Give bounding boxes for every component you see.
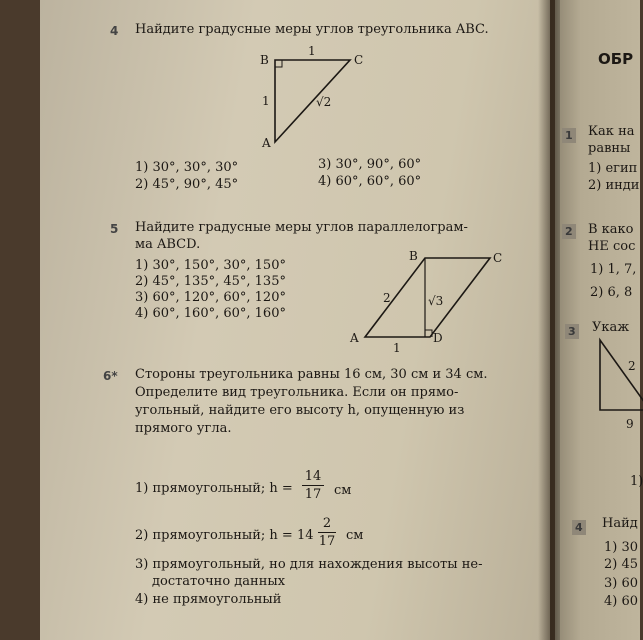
problem-6-option-2-unit: см	[346, 528, 364, 543]
problem-5-option-3: 3) 60°, 120°, 60°, 120°	[135, 290, 286, 305]
fraction-1-denominator: 17	[304, 487, 322, 502]
right-item-2-line-3: 1) 1, 7,	[590, 262, 637, 277]
problem-6-option-3-line-1: 3) прямоугольный, но для нахождения высоты не-	[135, 557, 483, 572]
right-item-2-line-2: НЕ сос	[588, 239, 636, 254]
problem-5-line-2: ма ABCD.	[135, 237, 201, 252]
right-item-1-line-4: 2) инди	[588, 178, 640, 193]
right-item-1-line-1: Как на	[588, 124, 635, 139]
right-triangle-figure	[590, 330, 640, 440]
fraction-2-bar	[318, 532, 336, 533]
right-item-1-line-3: 1) егип	[588, 161, 638, 176]
right-fig-label-1: 2	[628, 359, 636, 373]
right-item-3-number: 3	[565, 324, 579, 339]
right-item-1-line-2: равны	[588, 141, 631, 156]
problem-4-text: Найдите градусные меры углов треугольника ABC.	[135, 22, 489, 37]
triangle-abc-figure	[250, 44, 370, 150]
triangle-label-c: C	[354, 53, 364, 67]
problem-4-option-2: 2) 45°, 90°, 45°	[135, 177, 239, 192]
fraction-1-numerator: 14	[304, 469, 322, 484]
parallelogram-side-2: 2	[383, 291, 391, 305]
problem-4-option-3: 3) 30°, 90°, 60°	[318, 157, 422, 172]
triangle-label-b: B	[260, 53, 269, 67]
problem-6-option-1-unit: см	[334, 483, 352, 498]
book-gutter	[538, 0, 560, 640]
problem-5-option-4: 4) 60°, 160°, 60°, 160°	[135, 306, 286, 321]
fraction-1-bar	[302, 485, 324, 486]
right-item-4-line-2: 1) 30	[604, 540, 639, 555]
right-item-2-line-1: В како	[588, 222, 634, 237]
right-item-4-line-4: 3) 60	[604, 576, 639, 591]
triangle-side-top: 1	[308, 44, 316, 58]
problem-5-line-1: Найдите градусные меры углов параллелограм-	[135, 220, 468, 235]
right-item-4-line-1: Найд	[602, 516, 638, 531]
problem-6-option-4: 4) не прямоугольный	[135, 592, 282, 607]
triangle-label-a: A	[262, 136, 271, 150]
problem-6-number: 6*	[103, 369, 118, 383]
triangle-side-left: 1	[262, 94, 270, 108]
problem-6-option-3-line-2: достаточно данных	[152, 574, 286, 589]
problem-6-line-1: Стороны треугольника равны 16 см, 30 см и 34 см.	[135, 367, 488, 382]
fraction-2-denominator: 17	[318, 534, 336, 549]
problem-6-line-3: угольный, найдите его высоту h, опущенную из	[135, 403, 465, 418]
problem-4-option-4: 4) 60°, 60°, 60°	[318, 174, 422, 189]
problem-4-option-1: 1) 30°, 30°, 30°	[135, 160, 239, 175]
right-item-2-line-4: 2) 6, 8	[590, 285, 633, 300]
right-fig-option: 1)	[630, 474, 643, 489]
problem-4-number: 4	[110, 24, 119, 38]
problem-6-option-1-prefix: 1) прямоугольный; h =	[135, 481, 293, 496]
triangle-side-hyp: √2	[316, 95, 332, 109]
problem-6-option-1-fraction	[302, 469, 324, 502]
right-fig-label-2: 9	[626, 417, 634, 431]
problem-6-line-2: Определите вид треугольника. Если он прямо-	[135, 385, 459, 400]
right-item-3-line-1: Укаж	[592, 320, 630, 335]
problem-5-option-2: 2) 45°, 135°, 45°, 135°	[135, 274, 286, 289]
problem-5-option-1: 1) 30°, 150°, 30°, 150°	[135, 258, 286, 273]
parallelogram-height: √3	[428, 294, 444, 308]
parallelogram-label-b: B	[409, 249, 418, 263]
right-item-4-line-3: 2) 45	[604, 557, 639, 572]
right-item-2-number: 2	[562, 224, 576, 239]
right-item-4-number: 4	[572, 520, 586, 535]
right-item-4-line-5: 4) 60	[604, 594, 639, 609]
problem-6-option-2-fraction	[318, 516, 336, 549]
problem-5-number: 5	[110, 222, 119, 236]
right-item-1-number: 1	[562, 128, 576, 143]
problem-6-line-4: прямого угла.	[135, 421, 232, 436]
fraction-2-numerator: 2	[322, 516, 332, 531]
right-page-header: ОБР	[598, 50, 634, 68]
parallelogram-base: 1	[393, 341, 401, 355]
parallelogram-label-c: C	[493, 251, 503, 265]
parallelogram-abcd-figure	[345, 250, 505, 360]
parallelogram-label-d: D	[433, 331, 443, 345]
problem-6-option-2-prefix: 2) прямоугольный; h = 14	[135, 528, 314, 543]
parallelogram-label-a: A	[350, 331, 359, 345]
